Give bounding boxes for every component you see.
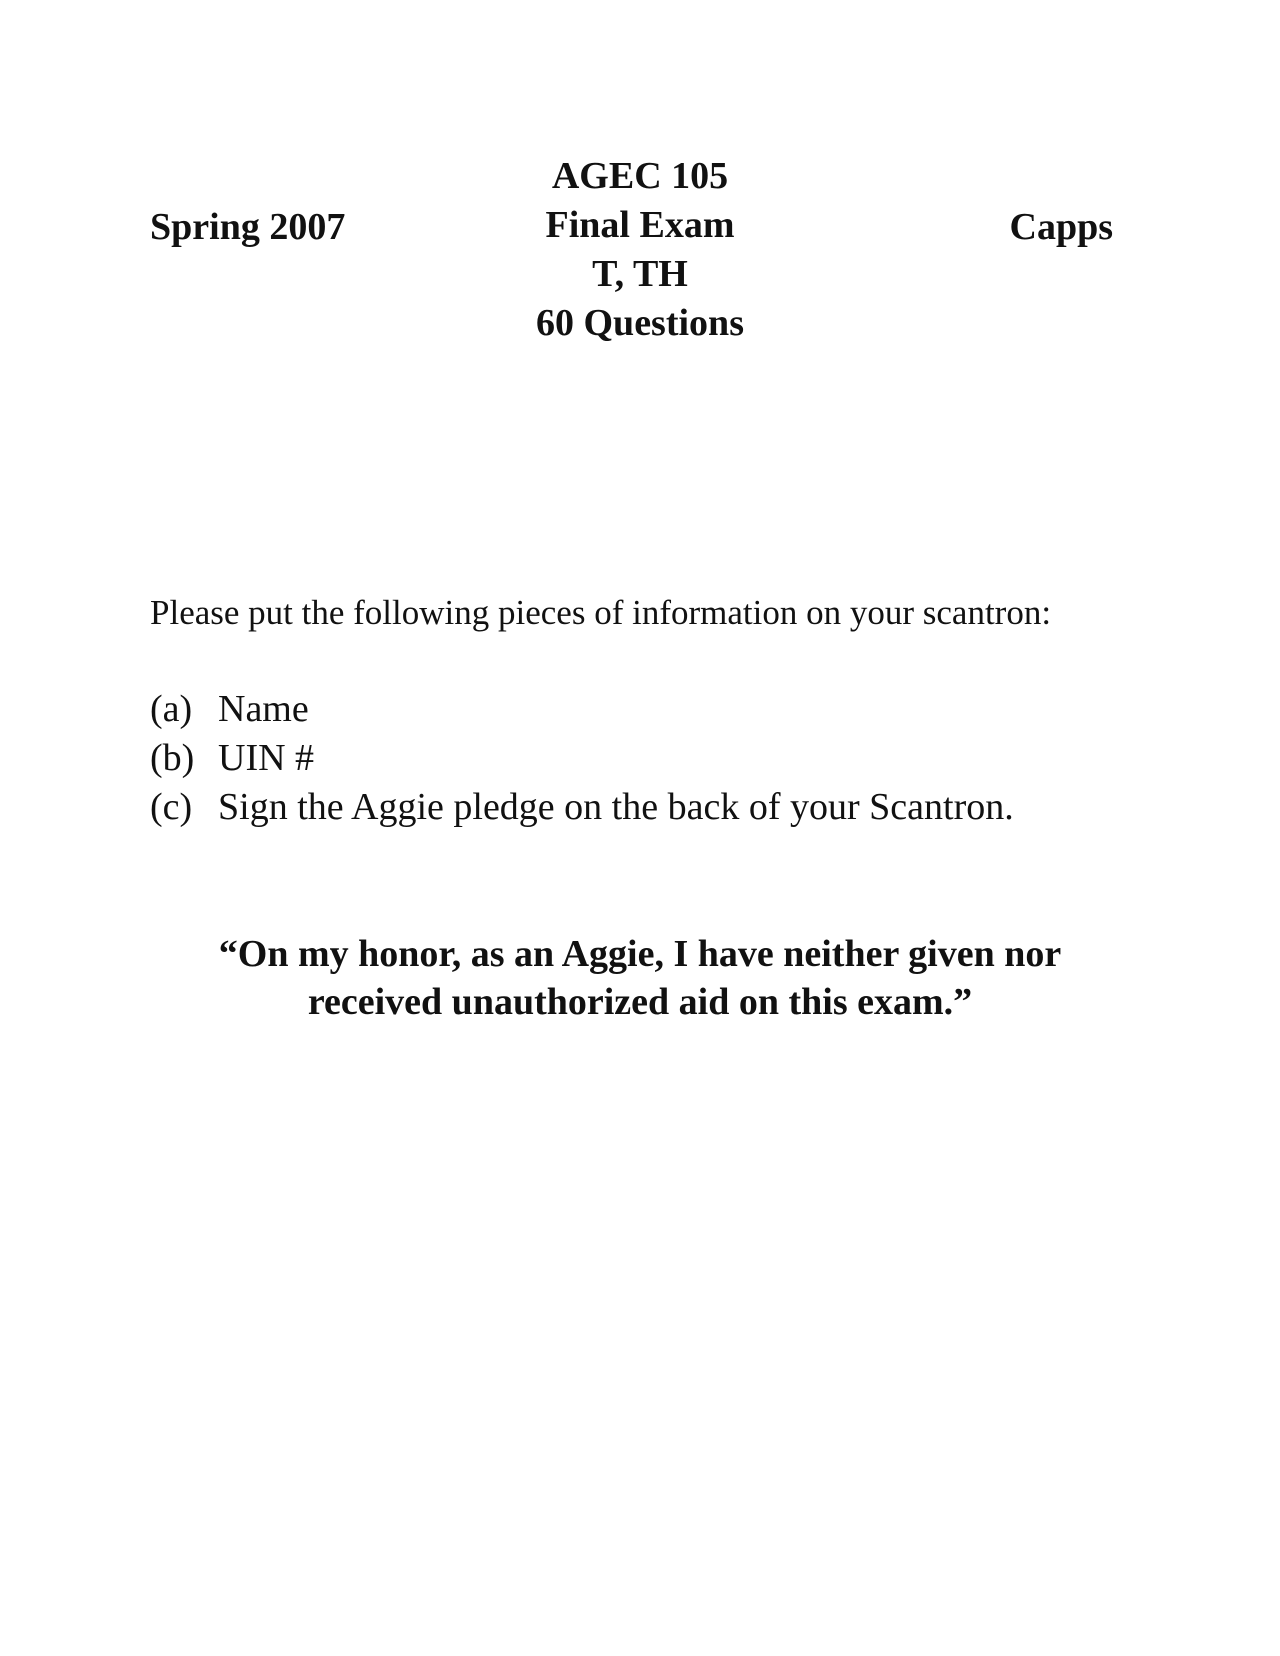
instructions-intro: Please put the following pieces of information on your scantron: xyxy=(150,593,1052,632)
exam-name: Final Exam xyxy=(545,204,735,246)
list-item xyxy=(150,734,1014,783)
exam-title-block xyxy=(440,152,840,348)
term-label: Spring 2007 xyxy=(150,206,346,248)
list-item-text: Sign the Aggie pledge on the back of your Scantron. xyxy=(218,786,1014,828)
pledge-line: “On my honor, as an Aggie, I have neither given nor xyxy=(218,933,1062,975)
pledge-line: received unauthorized aid on this exam.” xyxy=(307,981,973,1023)
list-item xyxy=(150,685,1014,734)
aggie-pledge xyxy=(150,930,1130,1026)
list-item xyxy=(150,783,1014,832)
requirements-list xyxy=(150,685,1014,832)
instructor-name: Capps xyxy=(1009,206,1113,248)
list-item-text: Name xyxy=(218,688,309,730)
question-count: 60 Questions xyxy=(536,302,744,344)
list-marker: (b) xyxy=(150,737,195,779)
course-code: AGEC 105 xyxy=(551,155,729,197)
list-marker: (a) xyxy=(150,688,193,730)
list-item-text: UIN # xyxy=(218,737,315,779)
class-days: T, TH xyxy=(592,253,688,295)
list-marker: (c) xyxy=(150,786,193,828)
